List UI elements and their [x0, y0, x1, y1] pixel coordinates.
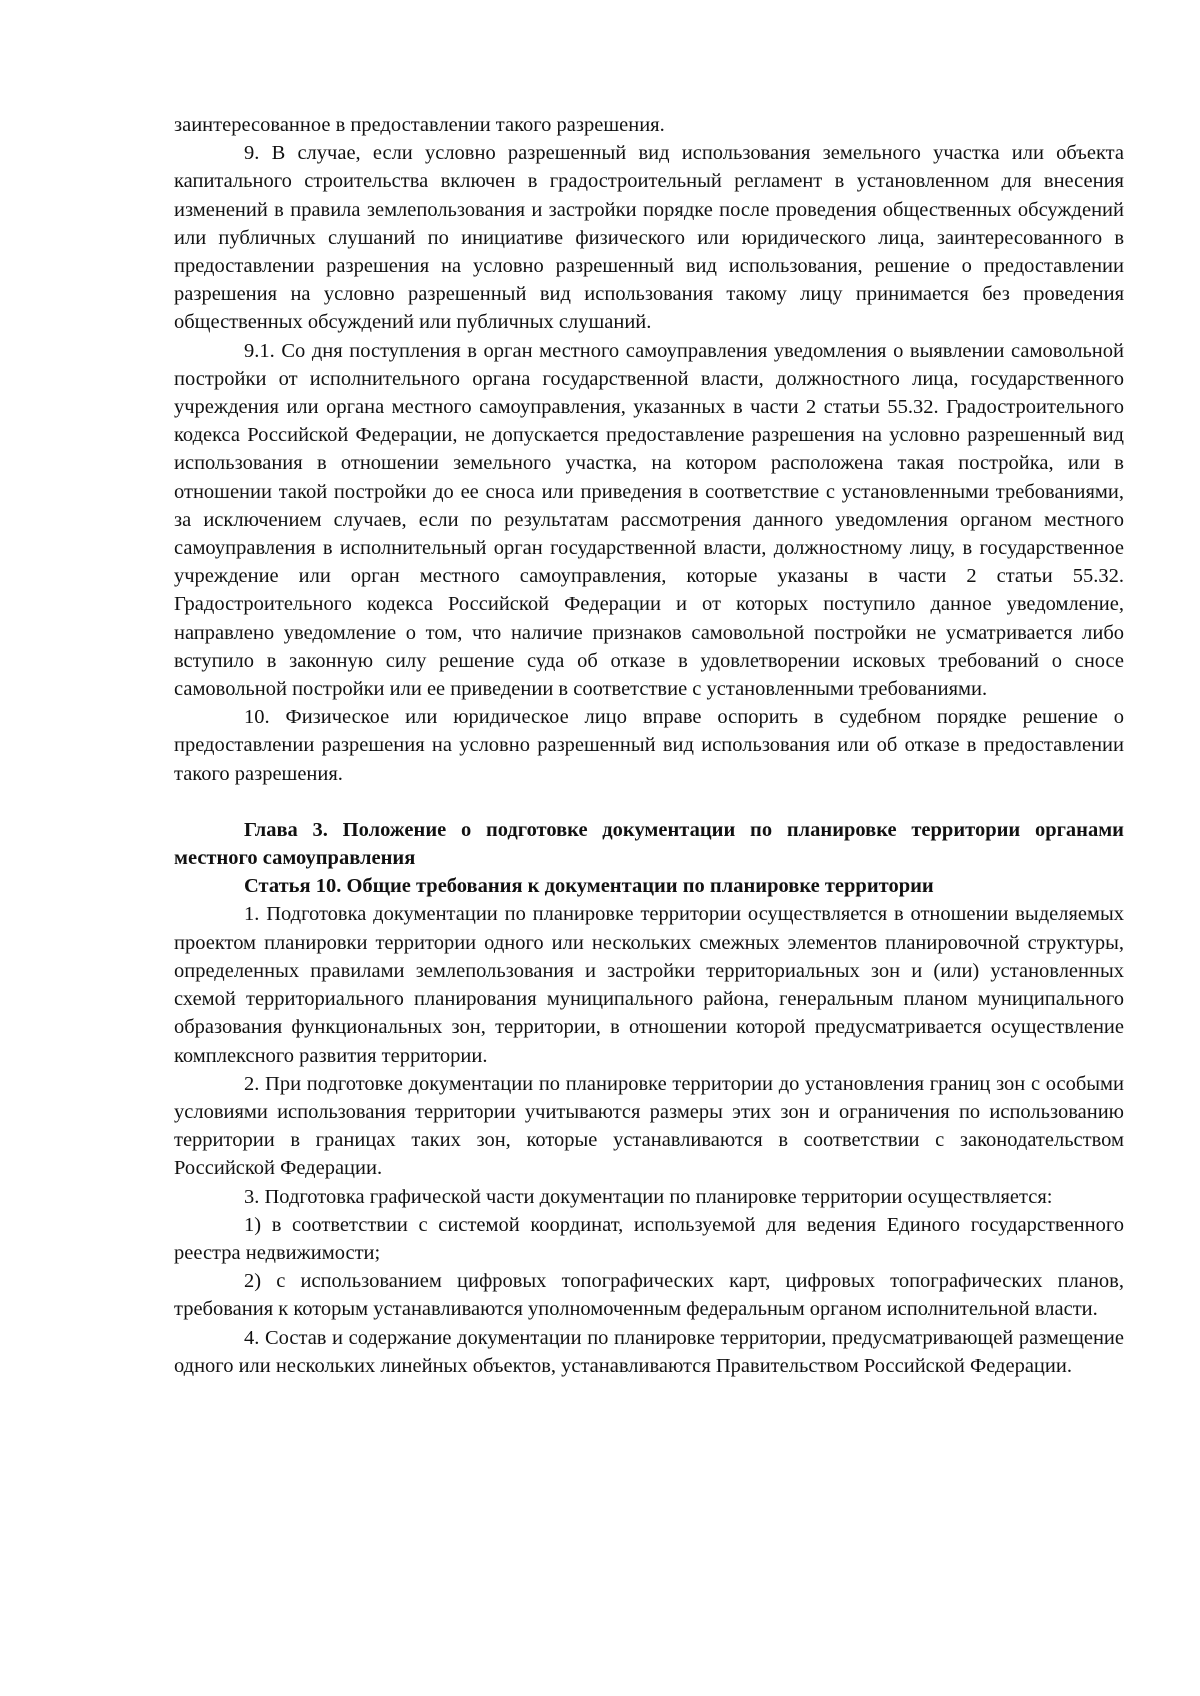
article-heading: Статья 10. Общие требования к документации по планировке территории	[244, 875, 934, 898]
paragraph-subitem-2: 2) с использованием цифровых топографических карт, цифровых топографических планов, требования к которым устанавливаются уполномоченным федеральным органом исполнительной власти.	[174, 1270, 1124, 1321]
paragraph-item-10: 10. Физическое или юридическое лицо вправе оспорить в судебном порядке решение о предоставлении разрешения на условно разрешенный вид использования или об отказе в предоставлении такого разрешения.	[174, 706, 1124, 785]
section-gap	[174, 788, 1124, 816]
paragraph-item-1: 1. Подготовка документации по планировке территории осуществляется в отношении выделяемых проектом планировки территории одного или нескольких смежных элементов планировочной структуры, определенных правилами землепользования и застройки территориальных зон и (или) установленных схемой территориального планирования муниципального района, генеральным планом муниципального образования функциональных зон, территории, в отношении которой предусматривается осуществление комплексного развития территории.	[174, 903, 1124, 1067]
paragraph-item-4: 4. Состав и содержание документации по планировке территории, предусматривающей размещение одного или нескольких линейных объектов, устанавливаются Правительством Российской Федерации.	[174, 1326, 1124, 1377]
paragraph-item-9-1: 9.1. Со дня поступления в орган местного самоуправления уведомления о выявлении самовольной постройки от исполнительного органа государственной власти, должностного лица, государственного учреждения или органа местного самоуправления, указанных в части 2 статьи 55.32. Градостроительного кодекса Российской Федерации, не допускается предоставление разрешения на условно разрешенный вид использования в отношении земельного участка, на котором расположена такая постройка, или в отношении такой постройки до ее сноса или приведения в соответствие с установленными требованиями, за исключением случаев, если по результатам рассмотрения данного уведомления органом местного самоуправления в исполнительный орган государственной власти, должностному лицу, в государственное учреждение или орган местного самоуправления, которые указаны в части 2 статьи 55.32. Градостроительного кодекса Российской Федерации и от которых поступило данное уведомление, направлено уведомление о том, что наличие признаков самовольной постройки не усматривается либо вступило в законную силу решение суда об отказе в удовлетворении исковых требований о сносе самовольной постройки или ее приведении в соответствие с установленными требованиями.	[174, 339, 1124, 701]
chapter-heading: Глава 3. Положение о подготовке документации по планировке территории органами местного самоуправления	[174, 818, 1124, 870]
paragraph-item-9: 9. В случае, если условно разрешенный вид использования земельного участка или объекта капитального строительства включен в градостроительный регламент в установленном для внесения изменений в правила землепользования и застройки порядке после проведения общественных обсуждений или публичных слушаний по инициативе физического или юридического лица, заинтересованного в предоставлении разрешения на условно разрешенный вид использования, решение о предоставлении разрешения на условно разрешенный вид использования такому лицу принимается без проведения общественных обсуждений или публичных слушаний.	[174, 142, 1124, 334]
paragraph-item-3: 3. Подготовка графической части документации по планировке территории осуществляется:	[244, 1185, 1053, 1208]
paragraph-subitem-1: 1) в соответствии с системой координат, используемой для ведения Единого государственного реестра недвижимости;	[174, 1213, 1124, 1264]
paragraph-item-2: 2. При подготовке документации по планировке территории до установления границ зон с особыми условиями использования территории учитываются размеры этих зон и ограничения по использованию территории в границах таких зон, которые устанавливаются в соответствии с законодательством Российской Федерации.	[174, 1072, 1124, 1180]
paragraph-continuation: заинтересованное в предоставлении такого разрешения.	[174, 114, 665, 136]
document-page	[174, 111, 1124, 1380]
